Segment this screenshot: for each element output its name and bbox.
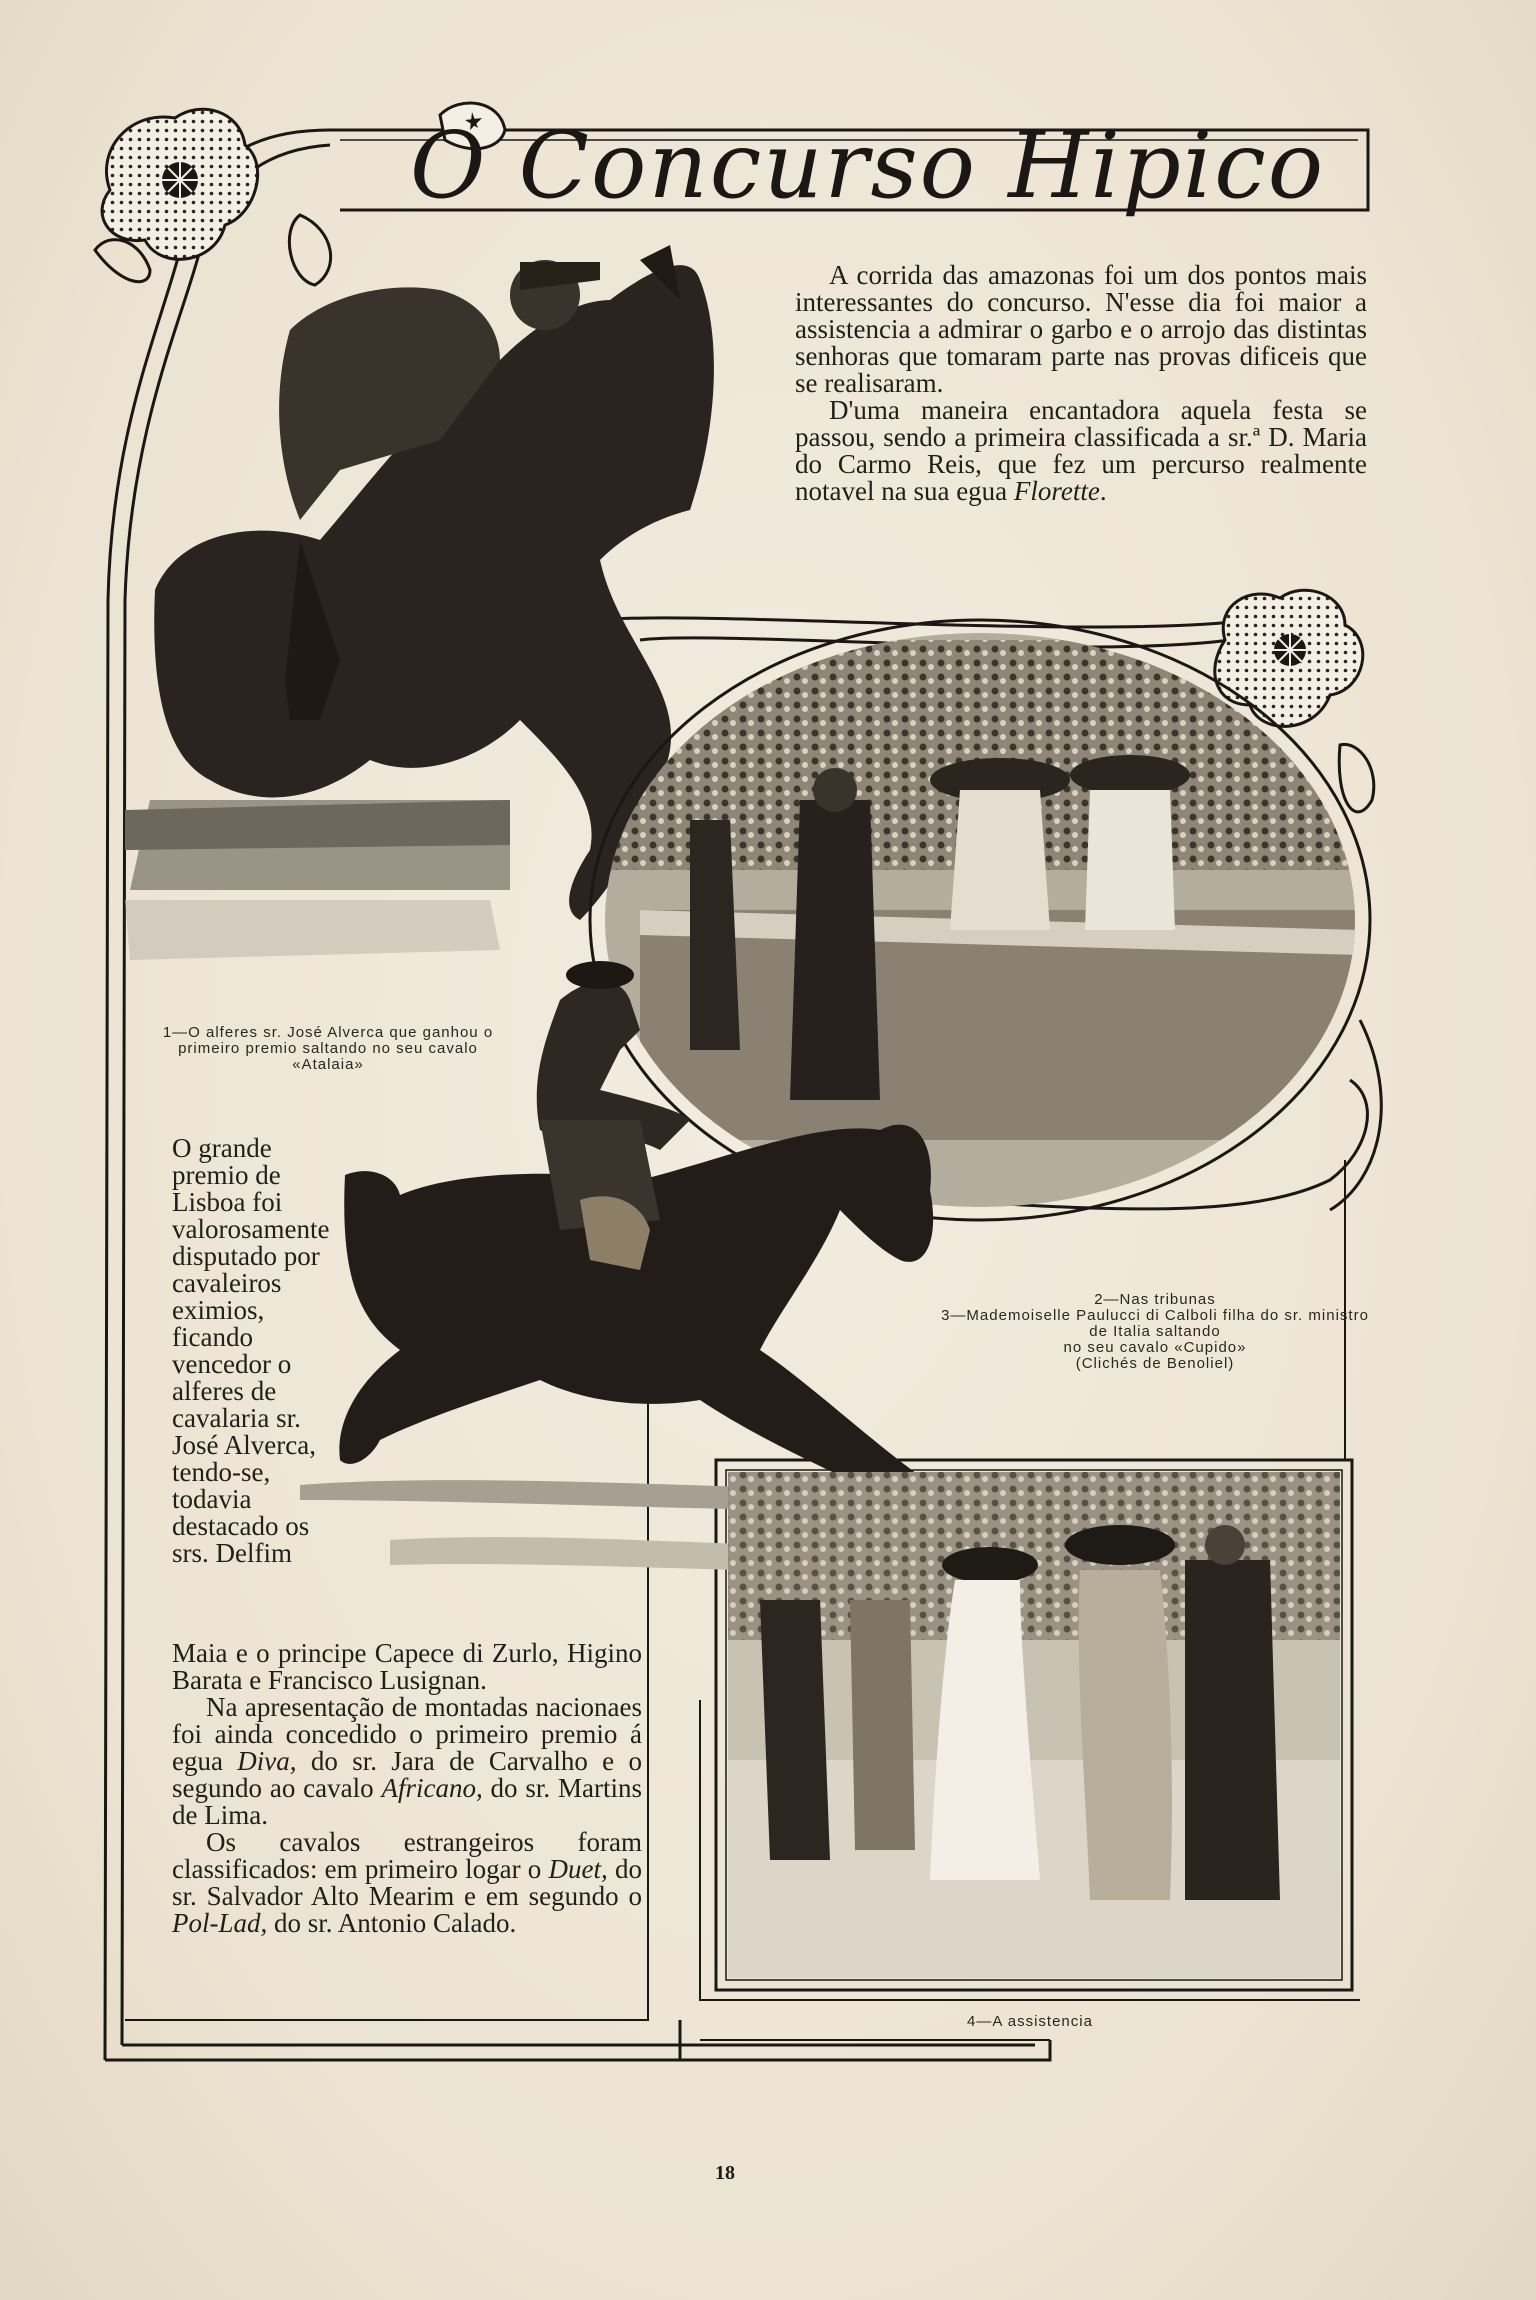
body-p3-a: Os cavalos estrangeiros foram classificados: em primeiro logar o [172, 1827, 642, 1884]
body-narrow-column [172, 1133, 330, 1568]
body-p2-a: Na apresentação de montadas nacionaes foi ainda concedido o primeiro premio á egua [172, 1692, 642, 1776]
intro-p2-start: D'uma maneira encantadora aquela festa se passou, sendo a primeira classificada a sr.ª D. Maria do Carmo Reis, que fez um percurso realmente notavel na sua egua [795, 395, 1367, 506]
body-p2-c: do sr. Martins de Lima. [172, 1773, 642, 1830]
horse-name-diva: Diva, [237, 1746, 297, 1776]
page-number: 18 [715, 2162, 735, 2184]
intro-p2-end: . [1099, 476, 1107, 506]
horse-name-duet: Duet, [548, 1854, 608, 1884]
body-paragraph-2 [172, 1694, 642, 1829]
body-p2-b: do sr. Jara de Carvalho e o segundo ao cavalo [172, 1746, 642, 1803]
intro-text [795, 262, 1367, 505]
horse-name-florette: Florette [1013, 476, 1100, 506]
caption-photo-4: 4—A assistencia [967, 2013, 1093, 2030]
intro-paragraph-1: A corrida das amazonas foi um dos pontos mais interessantes do concurso. N'esse dia foi maior a assistencia a admirar o garbo e o arrojo das distintas senhoras que tomaram parte nas provas dificeis que se realisaram. [795, 260, 1367, 398]
body-wide-column [172, 1640, 642, 1937]
photo-credits: (Clichés de Benoliel) [1075, 1355, 1235, 1372]
body-paragraph-1: Maia e o principe Capece di Zurlo, Higino Barata e Francisco Lusignan. [172, 1638, 642, 1695]
body-p3-c: do sr. Antonio Calado. [267, 1908, 517, 1938]
intro-paragraph-2 [795, 397, 1367, 505]
body-p3-b: do sr. Salvador Alto Mearim e em segundo o [172, 1854, 643, 1911]
page-title: O Concurso Hipico [410, 112, 1326, 219]
horse-name-pol-lad: Pol-Lad, [172, 1908, 268, 1938]
caption-photo-3-line-2: no seu cavalo «Cupido» [1063, 1339, 1247, 1356]
caption-photo-3-line-1: 3—Mademoiselle Paulucci di Calboli filha do sr. ministro de Italia saltando [941, 1307, 1369, 1340]
body-paragraph-3 [172, 1829, 642, 1937]
caption-photo-2: 2—Nas tribunas [1094, 1291, 1216, 1308]
photo-spectators [726, 1470, 1342, 1980]
body-narrow-text: O grande premio de Lisboa foi valorosamente disputado por cavaleiros eximios, ficando vencedor o alferes de cavalaria sr. José Alverca, tendo-se, todavia destacado os srs. Delfim [172, 1133, 330, 1568]
caption-group-2-3 [930, 1292, 1380, 1372]
caption-photo-1: 1—O alferes sr. José Alverca que ganhou o primeiro premio saltando no seu cavalo «Atalaia» [162, 1024, 494, 1073]
horse-name-africano: Africano, [381, 1773, 483, 1803]
